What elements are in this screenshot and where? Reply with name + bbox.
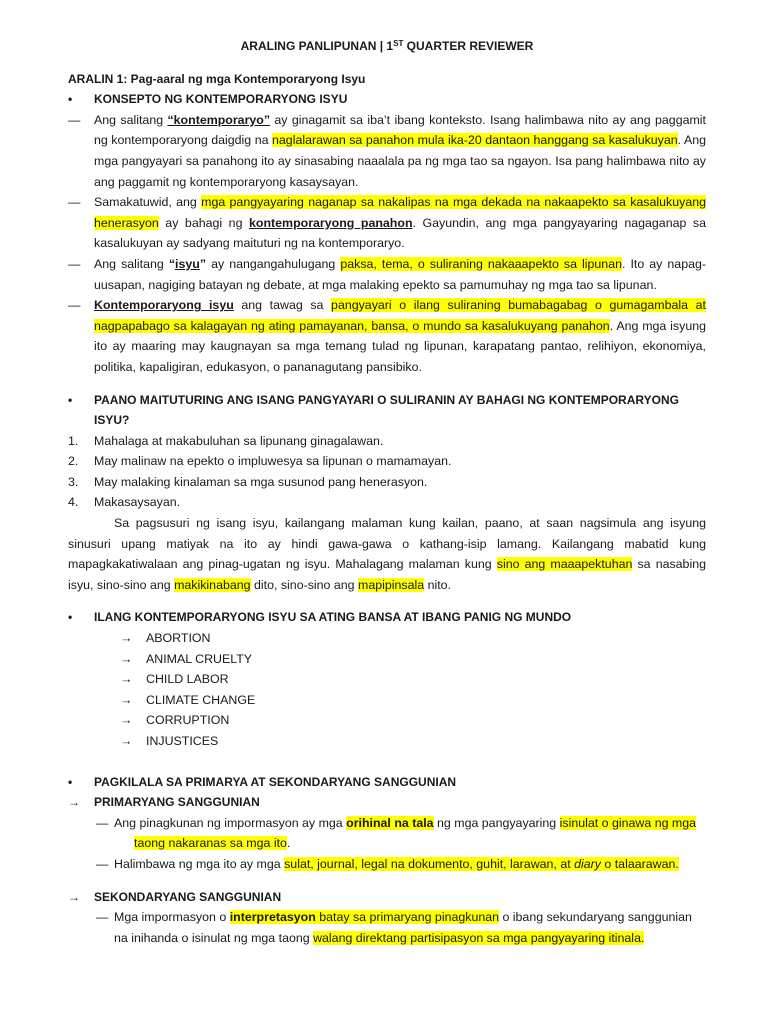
list-item: → CLIMATE CHANGE xyxy=(68,690,706,711)
arrow-right-icon: → xyxy=(68,795,80,810)
section-heading-sanggunian: • PAGKILALA SA PRIMARYA AT SEKONDARYANG SANGGUNIAN xyxy=(68,772,706,793)
arrow-right-icon: → xyxy=(120,651,133,666)
paragraph-primarya-2: — Halimbawa ng mga ito ay mga sulat, journal, legal na dokumento, guhit, larawan, at diary o talaarawan. xyxy=(68,854,706,875)
dash-icon: — xyxy=(96,815,109,830)
arrow-right-icon: → xyxy=(120,734,133,748)
bullet-icon: • xyxy=(68,92,73,107)
arrow-right-icon: → xyxy=(120,713,133,728)
subheading-primarya: → PRIMARYANG SANGGUNIAN xyxy=(68,792,706,813)
page-title: ARALING PANLIPUNAN | 1ST QUARTER REVIEWER xyxy=(240,39,534,53)
list-item: → INJUSTICES xyxy=(68,731,706,752)
section-heading-ilang-isyu: • ILANG KONTEMPORARYONG ISYU SA ATING BANSA AT IBANG PANIG NG MUNDO xyxy=(68,607,706,628)
lesson-title: ARALIN 1: Pag-aaral ng mga Kontemporaryong Isyu xyxy=(68,71,366,86)
paragraph-kontemporaryong-isyu: — Kontemporaryong isyu ang tawag sa pangyayari o ilang suliraning bumabagabag o gumagambala at nagpapabago sa kalagayan ng ating pamayanan, bansa, o mundo sa kasalukuyang panahon. Ang mga isyung ito ay maaring may kaugnayan sa mga temang tulad ng lipunan, karapatang pantao, relihiyon, ekonomiya, politika, kapaligiran, edukasyon, o pananagutang pansibiko. xyxy=(68,295,706,377)
list-item: → CHILD LABOR xyxy=(68,669,706,690)
dash-icon: — xyxy=(96,856,109,871)
dash-icon: — xyxy=(68,112,81,127)
list-item: 1. Mahalaga at makabuluhan sa lipunang ginagalawan. xyxy=(68,433,384,448)
section-heading-konsepto: • KONSEPTO NG KONTEMPORARYONG ISYU xyxy=(68,89,706,110)
bullet-icon: • xyxy=(68,610,73,625)
arrow-right-icon: → xyxy=(120,692,133,707)
arrow-right-icon: → xyxy=(120,672,133,687)
list-item: 2. May malinaw na epekto o impluwesya sa lipunan o mamamayan. xyxy=(68,454,452,469)
paragraph-isyu: — Ang salitang “isyu” ay nangangahulugang paksa, tema, o suliraning nakaaapekto sa lipunan. Ito ay napag-uusapan, nagiging batayan ng debate, at mga malaking epekto sa pamumuhay ng mga tao sa lipunan. xyxy=(68,254,706,295)
bullet-icon: • xyxy=(68,392,73,407)
paragraph-sekondarya-1: — Mga impormasyon o interpretasyon batay sa primaryang pinagkunan o ibang sekundaryang sanggunian na inihanda o isinulat ng mga taong walang direktang partisipasyon sa mga pangyayaring itinala. xyxy=(68,907,706,948)
dash-icon: — xyxy=(68,256,81,271)
list-item: → ANIMAL CRUELTY xyxy=(68,649,706,670)
list-item: → ABORTION xyxy=(68,628,706,649)
dash-icon: — xyxy=(96,910,109,925)
list-item: 3. May malaking kinalaman sa mga susunod pang henerasyon. xyxy=(68,474,428,489)
subheading-sekondarya: → SEKONDARYANG SANGGUNIAN xyxy=(68,887,706,908)
list-item: → CORRUPTION xyxy=(68,710,706,731)
paragraph-pagsusuri: Sa pagsusuri ng isang isyu, kailangang malaman kung kailan, paano, at saan nagsimula ang isyung sinusuri upang matiyak na ito ay hindi gawa-gawa o kathang-isip lamang. Kailangang mabatid kung mapagkakatiwalaan ang pinag-ugatan ng isyu. Mahalagang malaman kung sino ang maaapektuhan sa nasabing isyu, sino-sino ang makikinabang dito, sino-sino ang mapipinsala nito. xyxy=(68,516,706,592)
paragraph-samakatuwid: — Samakatuwid, ang mga pangyayaring naganap sa nakalipas na mga dekada na nakaapekto sa kasalukuyang henerasyon ay bahagi ng kontemporaryong panahon. Gayundin, ang mga pangyayaring nagaganap sa kasalukuyan ay sadyang maituturi ng na kontemporaryo. xyxy=(68,192,706,254)
paragraph-primarya-1: — Ang pinagkunan ng impormasyon ay mga orihinal na tala ng mga pangyayaring isinulat o ginawa ng mga taong nakaranas sa mga ito. xyxy=(68,813,706,854)
list-item: 4. Makasaysayan. xyxy=(68,495,181,510)
dash-icon: — xyxy=(68,298,81,313)
dash-icon: — xyxy=(68,195,81,210)
arrow-right-icon: → xyxy=(120,631,133,646)
bullet-icon: • xyxy=(68,774,73,789)
paragraph-kontemporaryo: — Ang salitang “kontemporaryo” ay ginagamit sa iba’t ibang konteksto. Isang halimbawa nito ay ang paggamit ng kontemporaryong daigdig na naglalarawan sa panahon mula ika-20 dantaon hanggang sa kasalukuyan. Ang mga pangyayari sa panahong ito ay sinasabing naaalala pa ng mga tao sa ngayon. Isa pang halimbawa nito ay ang paggamit ng kontemporaryong kasaysayan. xyxy=(68,110,706,192)
arrow-right-icon: → xyxy=(68,889,80,904)
section-heading-paano: • PAANO MAITUTURING ANG ISANG PANGYAYARI O SULIRANIN AY BAHAGI NG KONTEMPORARYONG ISYU? xyxy=(68,390,706,431)
